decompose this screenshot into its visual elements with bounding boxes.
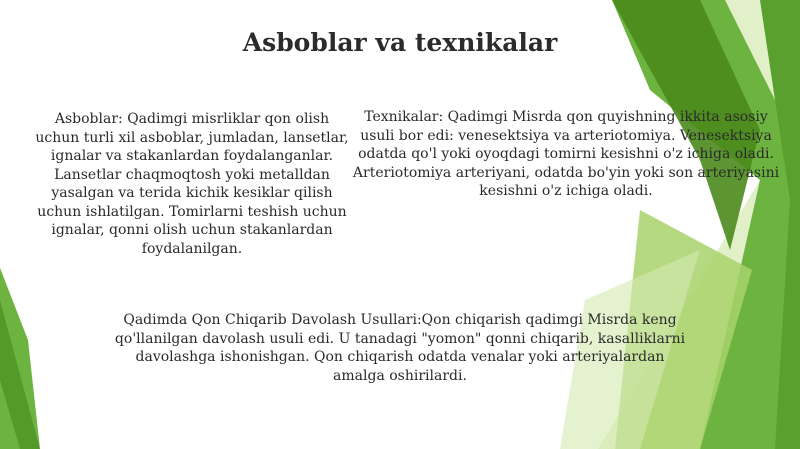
slide-title: Asboblar va texnikalar: [242, 28, 558, 57]
methods-paragraph: Qadimda Qon Chiqarib Davolash Usullari:Qon chiqarish qadimgi Misrda keng qo'llanilgan davolash usuli edi. U tanadagi "yomon" qonni chiqarib, kasalliklarni davolashga ishonishgan. Qon chiqarish odatda venalar yoki arteriyalardan amalga oshirilardi.: [114, 312, 686, 384]
tools-paragraph: Asboblar: Qadimgi misrliklar qon olish uchun turli xil asboblar, jumladan, lansetlar, ignalar va stakanlardan foydalanganlar. Lansetlar chaqmoqtosh yoki metalldan yasalgan va terida kichik kesiklar qilish uchun ishlatilgan. Tomirlarni teshish uchun ignalar, qonni olish uchun stakanlardan foydalanilgan.: [35, 111, 349, 257]
techniques-paragraph: Texnikalar: Qadimgi Misrda qon quyishning ikkita asosiy usuli bor edi: venesektsiya va arteriotomiya. Venesektsiya odatda qo'l yoki oyoqdagi tomirni kesishni o'z ichiga oladi. Arteriotomiya arteriyani, odatda bo'yin yoki son arteriyasini kesishni o'z ichiga oladi.: [352, 109, 780, 199]
